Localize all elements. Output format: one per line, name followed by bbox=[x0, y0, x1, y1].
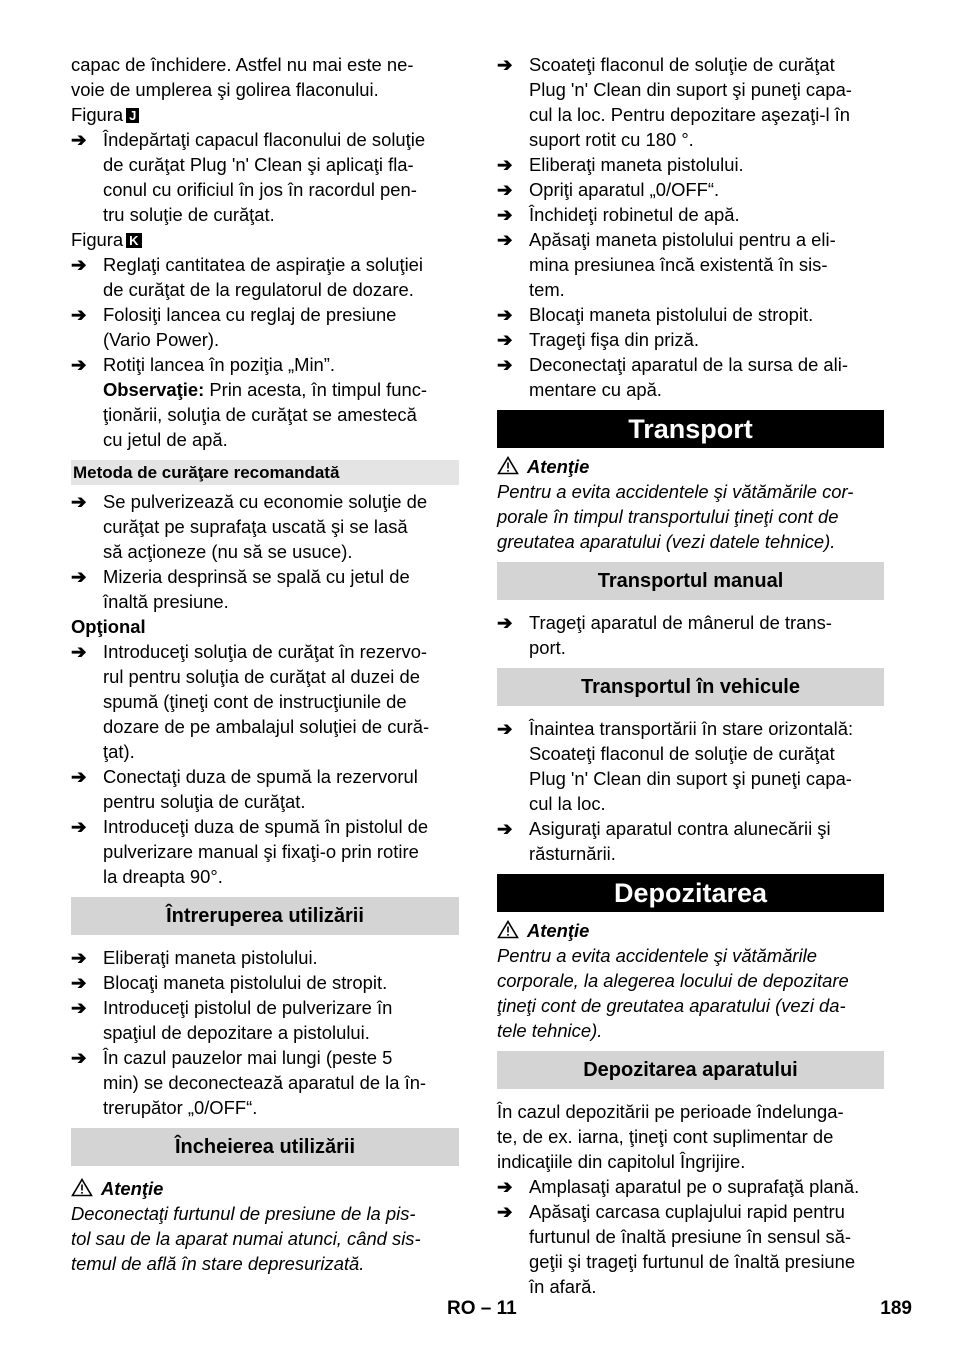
warning-triangle-icon bbox=[497, 920, 519, 939]
instruction-item: ➔ Asiguraţi aparatul contra alunecării şi răsturnării. bbox=[497, 818, 831, 864]
instruction-item: ➔ Eliberaţi maneta pistolului. bbox=[497, 154, 744, 175]
instruction-item: ➔ Folosiţi lancea cu reglaj de presiune (Vario Power). bbox=[71, 304, 397, 350]
instruction-item: ➔ Se pulverizează cu economie soluţie de curăţat pe suprafaţa uscată şi se lasă să acţioneze (nu să se usuce). bbox=[71, 491, 428, 562]
figure-ref-j: Figura J bbox=[71, 102, 459, 127]
arrow-right-icon: ➔ bbox=[71, 766, 87, 787]
arrow-right-icon: ➔ bbox=[71, 304, 87, 325]
arrow-right-icon: ➔ bbox=[497, 154, 513, 175]
intro-text: capac de închidere. Astfel nu mai este ne- voie de umplerea şi golirea flaconului. bbox=[71, 54, 414, 100]
interrupt-heading: Întreruperea utilizării bbox=[71, 897, 459, 935]
arrow-right-icon: ➔ bbox=[497, 818, 513, 839]
instruction-item: ➔ Mizeria desprinsă se spală cu jetul de înaltă presiune. bbox=[71, 566, 410, 612]
figure-badge-j: J bbox=[126, 108, 139, 123]
arrow-right-icon: ➔ bbox=[497, 718, 513, 739]
arrow-right-icon: ➔ bbox=[497, 54, 513, 75]
arrow-right-icon: ➔ bbox=[71, 354, 87, 375]
arrow-right-icon: ➔ bbox=[497, 354, 513, 375]
instruction-item: ➔ Deconectaţi aparatul de la sursa de ali- mentare cu apă. bbox=[497, 354, 848, 400]
instruction-item: ➔ În cazul pauzelor mai lungi (peste 5 min) se deconectează aparatul de la în- trerupător „0/OFF“. bbox=[71, 1047, 427, 1118]
warning-text: Deconectaţi furtunul de presiune de la pis- tol sau de la aparat numai atunci, când sis- temul de află în stare depresurizată. bbox=[71, 1203, 421, 1274]
method-heading: Metoda de curăţare recomandată bbox=[71, 460, 459, 485]
transport-heading: Transport bbox=[497, 410, 884, 448]
warning-triangle-icon bbox=[71, 1178, 93, 1197]
instruction-item: ➔ Blocaţi maneta pistolului de stropit. bbox=[71, 972, 388, 993]
arrow-right-icon: ➔ bbox=[497, 229, 513, 250]
page-label: RO – 11 bbox=[447, 1298, 517, 1319]
instruction-item: ➔ Opriţi aparatul „0/OFF“. bbox=[497, 179, 720, 200]
instruction-item: ➔ Înaintea transportării în stare orizontală: Scoateţi flaconul de soluţie de curăţat Plug 'n' Clean din suport şi puneţi capa- cul la loc. bbox=[497, 718, 854, 814]
instruction-item: ➔ Îndepărtaţi capacul flaconului de soluţie de curăţat Plug 'n' Clean şi aplicaţi fla- conul cu orificiul în jos în racordul pen- tru soluţie de curăţat. bbox=[71, 129, 426, 225]
arrow-right-icon: ➔ bbox=[71, 972, 87, 993]
arrow-right-icon: ➔ bbox=[497, 612, 513, 633]
manual-transport-heading: Transportul manual bbox=[497, 562, 884, 600]
warning-triangle-icon bbox=[497, 456, 519, 475]
arrow-right-icon: ➔ bbox=[497, 179, 513, 200]
arrow-right-icon: ➔ bbox=[71, 1047, 87, 1068]
arrow-right-icon: ➔ bbox=[71, 816, 87, 837]
warning-title: Atenţie bbox=[71, 1176, 459, 1201]
arrow-right-icon: ➔ bbox=[71, 641, 87, 662]
end-heading: Încheierea utilizării bbox=[71, 1128, 459, 1166]
optional-heading: Opţional bbox=[71, 616, 146, 637]
storage-heading: Depozitarea bbox=[497, 874, 884, 912]
arrow-right-icon: ➔ bbox=[71, 566, 87, 587]
page-number: 189 bbox=[880, 1298, 912, 1319]
arrow-right-icon: ➔ bbox=[497, 1201, 513, 1222]
note-label: Observaţie: bbox=[103, 379, 205, 400]
arrow-right-icon: ➔ bbox=[497, 204, 513, 225]
arrow-right-icon: ➔ bbox=[71, 129, 87, 150]
instruction-item: ➔ Scoateţi flaconul de soluţie de curăţat Plug 'n' Clean din suport şi puneţi capa- cul la loc. Pentru depozitare aşezaţi-l în suport rotit cu 180 °. bbox=[497, 54, 852, 150]
device-storage-heading: Depozitarea aparatului bbox=[497, 1051, 884, 1089]
instruction-item: ➔ Trageţi aparatul de mânerul de trans- port. bbox=[497, 612, 832, 658]
instruction-item: ➔ Conectaţi duza de spumă la rezervorul pentru soluţia de curăţat. bbox=[71, 766, 418, 812]
arrow-right-icon: ➔ bbox=[71, 947, 87, 968]
warning-title: Atenţie bbox=[497, 918, 884, 943]
instruction-item: ➔ Rotiţi lancea în poziţia „Min”. Observaţie: Prin acesta, în timpul func- ţionării, soluţia de curăţat se amestecă cu jetul de apă. bbox=[71, 354, 428, 450]
instruction-item: ➔ Apăsaţi carcasa cuplajului rapid pentru furtunul de înaltă presiune în sensul să- geţii şi trageţi furtunul de înaltă presiune în afară. bbox=[497, 1201, 856, 1297]
figure-ref-k: Figura K bbox=[71, 227, 459, 252]
warning-text: Pentru a evita accidentele şi vătămările corporale, la alegerea locului de depozitare ţineţi cont de greutatea aparatului (vezi da- tele tehnice). bbox=[497, 945, 849, 1041]
warning-title: Atenţie bbox=[497, 454, 884, 479]
arrow-right-icon: ➔ bbox=[71, 254, 87, 275]
instruction-item: ➔ Introduceţi duza de spumă în pistolul de pulverizare manual şi fixaţi-o prin rotire la dreapta 90°. bbox=[71, 816, 429, 887]
instruction-item: ➔ Apăsaţi maneta pistolului pentru a eli- mina presiunea încă existentă în sis- tem. bbox=[497, 229, 836, 300]
warning-text: Pentru a evita accidentele şi vătămările cor- porale în timpul transportului ţineţi cont de greutatea aparatului (vezi datele tehnice). bbox=[497, 481, 854, 552]
arrow-right-icon: ➔ bbox=[71, 491, 87, 512]
instruction-item: ➔ Blocaţi maneta pistolului de stropit. bbox=[497, 304, 814, 325]
instruction-item: ➔ Introduceţi pistolul de pulverizare în spaţiul de depozitare a pistolului. bbox=[71, 997, 393, 1043]
right-column bbox=[497, 52, 884, 1299]
instruction-item: ➔ Reglaţi cantitatea de aspiraţie a soluţiei de curăţat de la regulatorul de dozare. bbox=[71, 254, 423, 300]
arrow-right-icon: ➔ bbox=[71, 997, 87, 1018]
left-column bbox=[71, 52, 459, 1276]
arrow-right-icon: ➔ bbox=[497, 1176, 513, 1197]
instruction-item: ➔ Închideţi robinetul de apă. bbox=[497, 204, 740, 225]
instruction-item: ➔ Trageţi fişa din priză. bbox=[497, 329, 700, 350]
instruction-item: ➔ Amplasaţi aparatul pe o suprafaţă plană. bbox=[497, 1176, 860, 1197]
arrow-right-icon: ➔ bbox=[497, 329, 513, 350]
arrow-right-icon: ➔ bbox=[497, 304, 513, 325]
instruction-item: ➔ Eliberaţi maneta pistolului. bbox=[71, 947, 318, 968]
vehicle-transport-heading: Transportul în vehicule bbox=[497, 668, 884, 706]
storage-paragraph: În cazul depozitării pe perioade îndelunga- te, de ex. iarna, ţineţi cont suplimentar de indicaţiile din capitolul Îngrijire. bbox=[497, 1101, 844, 1172]
figure-badge-k: K bbox=[126, 233, 141, 248]
instruction-item: ➔ Introduceţi soluţia de curăţat în rezervo- rul pentru soluţia de curăţat al duzei de spumă (ţineţi cont de instrucţiunile de dozare de pe ambalajul soluţiei de cură- ţat). bbox=[71, 641, 430, 762]
